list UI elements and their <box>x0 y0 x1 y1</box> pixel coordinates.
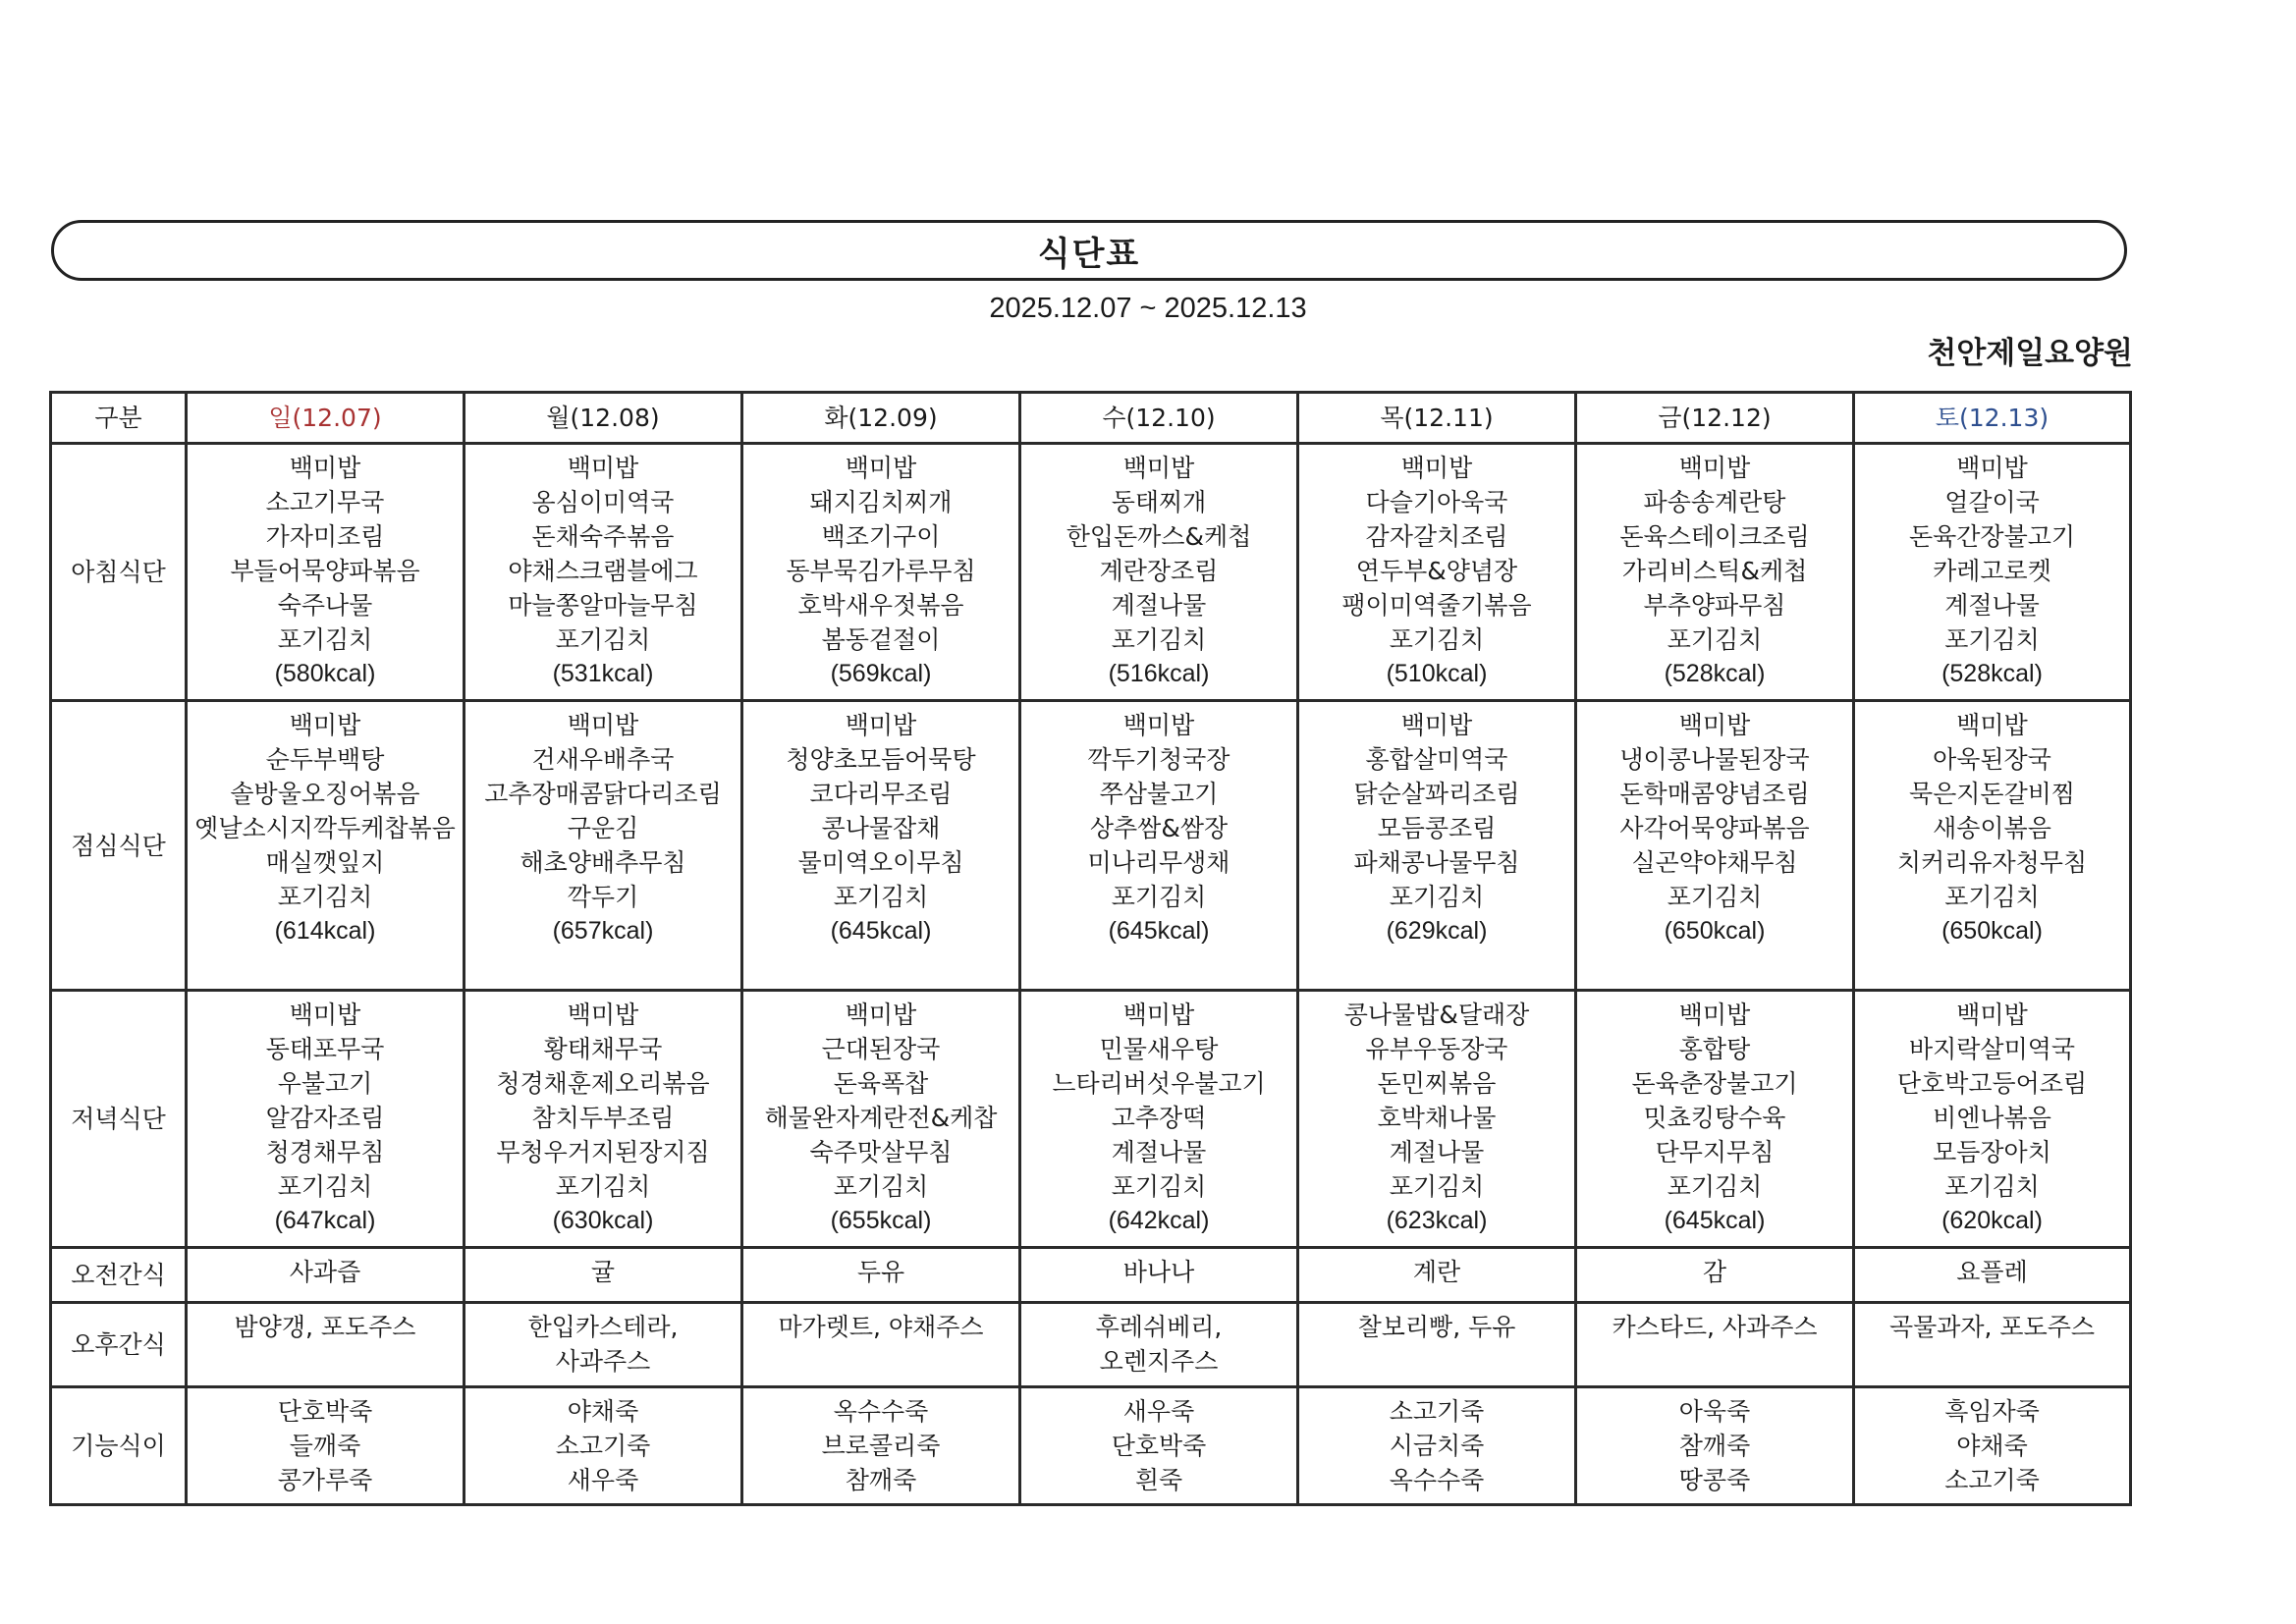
snack-cell: 두유 <box>742 1248 1020 1303</box>
am-snack-row <box>51 1248 2131 1303</box>
menu-item: 청양초모듬어묵탕 <box>786 745 976 774</box>
menu-item: 부들어묵양파볶음 <box>230 557 420 585</box>
menu-item: 포기김치 <box>833 1172 929 1201</box>
menu-item: 호박새우젓볶음 <box>797 591 964 620</box>
porridge-item: 새우죽 <box>567 1466 639 1494</box>
menu-item: 포기김치 <box>1111 625 1207 654</box>
menu-item: 건새우배추국 <box>531 745 675 774</box>
lunch-row <box>51 701 2131 991</box>
porridge-item: 단호박죽 <box>277 1397 373 1426</box>
menu-item: 코다리무조림 <box>809 780 953 808</box>
functional-cell <box>1020 1387 1298 1505</box>
menu-item: 백미밥 <box>845 454 917 482</box>
menu-item: 계절나물 <box>1944 591 2040 620</box>
menu-item: 소고기무국 <box>265 488 385 516</box>
porridge-item: 옥수수죽 <box>1389 1466 1485 1494</box>
menu-item: 백미밥 <box>567 711 639 739</box>
porridge-item: 야채죽 <box>567 1397 639 1426</box>
calorie-value: (629kcal) <box>1386 917 1488 945</box>
menu-item: 솔방울오징어볶음 <box>230 780 420 808</box>
porridge-item: 야채죽 <box>1956 1432 2028 1460</box>
header-row <box>51 393 2131 444</box>
menu-item: 백미밥 <box>845 1001 917 1029</box>
pm_snack-cell <box>1020 1303 1298 1387</box>
snack-item: 곡물과자, 포도주스 <box>1888 1313 2096 1341</box>
pm_snack-cell <box>1854 1303 2131 1387</box>
menu-item: 숙주맛살무침 <box>809 1138 953 1166</box>
calorie-value: (614kcal) <box>274 917 376 945</box>
pm_snack-cell <box>742 1303 1020 1387</box>
menu-item: 백미밥 <box>1956 711 2028 739</box>
calorie-value: (657kcal) <box>552 917 654 945</box>
menu-item: 계절나물 <box>1111 591 1207 620</box>
menu-item: 다슬기아욱국 <box>1365 488 1508 516</box>
menu-item: 백미밥 <box>1678 711 1751 739</box>
day-header-wed: 수(12.10) <box>1020 393 1298 444</box>
menu-item: 가자미조림 <box>265 522 385 551</box>
menu-item: 포기김치 <box>277 625 373 654</box>
functional-cell <box>1298 1387 1576 1505</box>
breakfast-cell <box>187 444 465 701</box>
menu-item: 참치두부조림 <box>531 1104 675 1132</box>
functional-cell <box>465 1387 742 1505</box>
lunch-cell <box>1298 701 1576 991</box>
snack-item: 한입카스테라, <box>527 1313 679 1341</box>
menu-item: 묵은지돈갈비찜 <box>1908 780 2076 808</box>
menu-item: 물미역오이무침 <box>797 848 964 877</box>
menu-item: 황태채무국 <box>543 1035 663 1063</box>
breakfast-cell <box>1020 444 1298 701</box>
pm_snack-cell <box>187 1303 465 1387</box>
menu-item: 바지락살미역국 <box>1908 1035 2076 1063</box>
menu-item: 홍합살미역국 <box>1365 745 1508 774</box>
calorie-value: (569kcal) <box>830 660 932 687</box>
menu-item: 포기김치 <box>1667 1172 1763 1201</box>
calorie-value: (580kcal) <box>274 660 376 687</box>
dinner-cell <box>187 991 465 1248</box>
functional-cell <box>1854 1387 2131 1505</box>
snack-item: 사과주스 <box>555 1347 651 1376</box>
menu-item: 백미밥 <box>1122 454 1195 482</box>
menu-item: 냉이콩나물된장국 <box>1619 745 1810 774</box>
menu-item: 가리비스틱&케첩 <box>1621 557 1808 585</box>
menu-item: 콩나물밥&달래장 <box>1343 1001 1530 1029</box>
menu-item: 돈민찌볶음 <box>1377 1069 1497 1098</box>
porridge-item: 소고기죽 <box>1389 1397 1485 1426</box>
porridge-item: 흑임자죽 <box>1944 1397 2040 1426</box>
menu-item: 파채콩나물무침 <box>1353 848 1520 877</box>
menu-item: 아욱된장국 <box>1933 745 2051 774</box>
snack-item: 찰보리빵, 두유 <box>1357 1313 1516 1341</box>
row-label: 점심식단 <box>51 701 187 991</box>
menu-item: 해물완자계란전&케찹 <box>764 1104 998 1132</box>
lunch-cell <box>1020 701 1298 991</box>
menu-item: 백미밥 <box>1956 1001 2028 1029</box>
snack-item: 카스타드, 사과주스 <box>1612 1313 1818 1341</box>
menu-item: 포기김치 <box>1389 625 1485 654</box>
menu-item: 근대된장국 <box>821 1035 941 1063</box>
menu-item: 포기김치 <box>1944 1172 2040 1201</box>
snack-cell: 계란 <box>1298 1248 1576 1303</box>
menu-item: 계란장조림 <box>1099 557 1219 585</box>
snack-item: 오렌지주스 <box>1099 1347 1219 1376</box>
menu-item: 동태찌개 <box>1111 488 1207 516</box>
menu-item: 백미밥 <box>1122 1001 1195 1029</box>
calorie-value: (650kcal) <box>1941 917 2043 945</box>
menu-item: 호박채나물 <box>1377 1104 1497 1132</box>
dinner-cell <box>1854 991 2131 1248</box>
menu-item: 유부우동장국 <box>1365 1035 1508 1063</box>
menu-item: 포기김치 <box>1667 883 1763 911</box>
menu-item: 상추쌈&쌈장 <box>1089 814 1229 842</box>
menu-item: 백미밥 <box>289 711 361 739</box>
breakfast-row <box>51 444 2131 701</box>
menu-item: 한입돈까스&케첩 <box>1066 522 1252 551</box>
menu-item: 백미밥 <box>289 1001 361 1029</box>
menu-item: 돈육스테이크조림 <box>1619 522 1810 551</box>
row-label: 오후간식 <box>51 1303 187 1387</box>
organization-name: 천안제일요양원 <box>1927 336 2133 371</box>
calorie-value: (623kcal) <box>1386 1207 1488 1234</box>
menu-item: 마늘쫑알마늘무침 <box>508 591 698 620</box>
menu-item: 비엔나볶음 <box>1933 1104 2051 1132</box>
menu-item: 사각어묵양파볶음 <box>1619 814 1810 842</box>
menu-item: 계절나물 <box>1389 1138 1485 1166</box>
porridge-item: 참깨죽 <box>845 1466 917 1494</box>
menu-item: 백미밥 <box>1400 711 1473 739</box>
calorie-value: (647kcal) <box>274 1207 376 1234</box>
day-header-sat: 토(12.13) <box>1854 393 2131 444</box>
calorie-value: (516kcal) <box>1108 660 1210 687</box>
menu-item: 동태포무국 <box>265 1035 385 1063</box>
porridge-item: 땅콩죽 <box>1678 1466 1751 1494</box>
porridge-item: 흰죽 <box>1134 1466 1183 1494</box>
menu-item: 봄동겉절이 <box>821 625 941 654</box>
menu-item: 옹심이미역국 <box>531 488 675 516</box>
menu-item: 포기김치 <box>277 883 373 911</box>
menu-item: 콩나물잡채 <box>821 814 941 842</box>
menu-item: 부추양파무침 <box>1643 591 1786 620</box>
dinner-cell <box>742 991 1020 1248</box>
menu-item: 느타리버섯우불고기 <box>1052 1069 1266 1098</box>
menu-item: 포기김치 <box>1389 883 1485 911</box>
row-label: 아침식단 <box>51 444 187 701</box>
menu-item: 민물새우탕 <box>1099 1035 1219 1063</box>
menu-item: 연두부&양념장 <box>1355 557 1518 585</box>
day-header-fri: 금(12.12) <box>1576 393 1854 444</box>
menu-item: 모듬콩조림 <box>1377 814 1497 842</box>
menu-item: 숙주나물 <box>277 591 373 620</box>
pm_snack-cell <box>1576 1303 1854 1387</box>
menu-item: 고추장매콤닭다리조림 <box>484 780 722 808</box>
porridge-item: 들깨죽 <box>289 1432 361 1460</box>
menu-item: 닭순살꽈리조림 <box>1353 780 1520 808</box>
dinner-cell <box>1298 991 1576 1248</box>
day-header-thu: 목(12.11) <box>1298 393 1576 444</box>
menu-item: 돈육춘장불고기 <box>1631 1069 1798 1098</box>
calorie-value: (528kcal) <box>1664 660 1766 687</box>
breakfast-cell <box>1576 444 1854 701</box>
page-title: 식단표 <box>1037 234 1141 274</box>
breakfast-cell <box>742 444 1020 701</box>
menu-item: 얼갈이국 <box>1944 488 2040 516</box>
menu-item: 우불고기 <box>277 1069 373 1098</box>
functional-cell <box>742 1387 1020 1505</box>
dinner-row <box>51 991 2131 1248</box>
porridge-item: 소고기죽 <box>1944 1466 2040 1494</box>
menu-item: 포기김치 <box>555 625 651 654</box>
menu-item: 깍두기 <box>567 883 639 911</box>
menu-item: 밋쵸킹탕수육 <box>1643 1104 1786 1132</box>
menu-item: 포기김치 <box>1389 1172 1485 1201</box>
calorie-value: (645kcal) <box>1108 917 1210 945</box>
menu-item: 알감자조림 <box>265 1104 385 1132</box>
menu-item: 홍합탕 <box>1678 1035 1751 1063</box>
porridge-item: 단호박죽 <box>1111 1432 1207 1460</box>
lunch-cell <box>742 701 1020 991</box>
porridge-item: 콩가루죽 <box>277 1466 373 1494</box>
porridge-item: 새우죽 <box>1122 1397 1195 1426</box>
breakfast-cell <box>1854 444 2131 701</box>
calorie-value: (655kcal) <box>830 1207 932 1234</box>
menu-item: 모듬장아치 <box>1933 1138 2051 1166</box>
menu-item: 팽이미역줄기볶음 <box>1341 591 1532 620</box>
lunch-cell <box>1576 701 1854 991</box>
menu-item: 구운김 <box>567 814 639 842</box>
calorie-value: (630kcal) <box>552 1207 654 1234</box>
snack-item: 후레쉬베리, <box>1095 1313 1223 1341</box>
menu-item: 포기김치 <box>277 1172 373 1201</box>
porridge-item: 소고기죽 <box>555 1432 651 1460</box>
menu-item: 돈육간장불고기 <box>1908 522 2076 551</box>
menu-item: 카레고로켓 <box>1933 557 2051 585</box>
snack-cell: 사과즙 <box>187 1248 465 1303</box>
menu-item: 백미밥 <box>1122 711 1195 739</box>
menu-item: 옛날소시지깍두케찹볶음 <box>194 814 456 842</box>
pm-snack-row <box>51 1303 2131 1387</box>
menu-item: 포기김치 <box>1667 625 1763 654</box>
menu-item: 해초양배추무침 <box>519 848 686 877</box>
menu-item: 실곤약야채무침 <box>1631 848 1798 877</box>
porridge-item: 아욱죽 <box>1678 1397 1751 1426</box>
breakfast-cell <box>1298 444 1576 701</box>
lunch-cell <box>187 701 465 991</box>
calorie-value: (645kcal) <box>830 917 932 945</box>
lunch-cell <box>1854 701 2131 991</box>
menu-item: 백조기구이 <box>821 522 941 551</box>
menu-item: 포기김치 <box>1944 625 2040 654</box>
date-range: 2025.12.07 ~ 2025.12.13 <box>989 293 1307 324</box>
menu-item: 고추장떡 <box>1111 1104 1207 1132</box>
day-header-tue: 화(12.09) <box>742 393 1020 444</box>
menu-item: 야채스크램블에그 <box>508 557 698 585</box>
menu-item: 포기김치 <box>1944 883 2040 911</box>
row-label: 기능식이 <box>51 1387 187 1505</box>
menu-item: 돈육폭찹 <box>833 1069 929 1098</box>
menu-item: 포기김치 <box>555 1172 651 1201</box>
menu-item: 백미밥 <box>1956 454 2028 482</box>
menu-item: 쭈삼불고기 <box>1099 780 1219 808</box>
porridge-item: 참깨죽 <box>1678 1432 1751 1460</box>
menu-item: 순두부백탕 <box>265 745 385 774</box>
menu-item: 파송송계란탕 <box>1643 488 1786 516</box>
calorie-value: (510kcal) <box>1386 660 1488 687</box>
menu-item: 매실깻잎지 <box>265 848 385 877</box>
snack-item: 밤양갱, 포도주스 <box>234 1313 416 1341</box>
menu-item: 포기김치 <box>1111 883 1207 911</box>
day-header-sun: 일(12.07) <box>187 393 465 444</box>
menu-item: 감자갈치조림 <box>1365 522 1508 551</box>
snack-item: 마가렛트, 야채주스 <box>778 1313 984 1341</box>
pm_snack-cell <box>1298 1303 1576 1387</box>
meal-plan-table <box>49 391 2132 1506</box>
title-banner <box>51 220 2127 281</box>
calorie-value: (531kcal) <box>552 660 654 687</box>
lunch-cell <box>465 701 742 991</box>
dinner-cell <box>1576 991 1854 1248</box>
day-header-mon: 월(12.08) <box>465 393 742 444</box>
porridge-item: 옥수수죽 <box>833 1397 929 1426</box>
functional-cell <box>187 1387 465 1505</box>
snack-cell: 요플레 <box>1854 1248 2131 1303</box>
porridge-item: 시금치죽 <box>1389 1432 1485 1460</box>
functional-diet-row <box>51 1387 2131 1505</box>
menu-item: 돈채숙주볶음 <box>531 522 675 551</box>
menu-item: 백미밥 <box>567 1001 639 1029</box>
menu-item: 청경채무침 <box>265 1138 385 1166</box>
menu-item: 백미밥 <box>1678 454 1751 482</box>
menu-item: 백미밥 <box>289 454 361 482</box>
menu-item: 동부묵김가루무침 <box>786 557 976 585</box>
breakfast-cell <box>465 444 742 701</box>
snack-cell: 바나나 <box>1020 1248 1298 1303</box>
menu-item: 백미밥 <box>567 454 639 482</box>
functional-cell <box>1576 1387 1854 1505</box>
menu-item: 돈학매콤양념조림 <box>1619 780 1810 808</box>
menu-item: 백미밥 <box>845 711 917 739</box>
menu-item: 무청우거지된장지짐 <box>496 1138 710 1166</box>
dinner-cell <box>1020 991 1298 1248</box>
menu-item: 단호박고등어조림 <box>1896 1069 2088 1098</box>
menu-item: 청경채훈제오리볶음 <box>496 1069 710 1098</box>
calorie-value: (650kcal) <box>1664 917 1766 945</box>
menu-item: 계절나물 <box>1111 1138 1207 1166</box>
menu-item: 돼지김치찌개 <box>809 488 953 516</box>
row-label: 오전간식 <box>51 1248 187 1303</box>
snack-cell: 감 <box>1576 1248 1854 1303</box>
calorie-value: (620kcal) <box>1941 1207 2043 1234</box>
menu-item: 백미밥 <box>1678 1001 1751 1029</box>
menu-item: 미나리무생채 <box>1087 848 1230 877</box>
calorie-value: (642kcal) <box>1108 1207 1210 1234</box>
menu-item: 포기김치 <box>1111 1172 1207 1201</box>
porridge-item: 브로콜리죽 <box>821 1432 941 1460</box>
menu-item: 단무지무침 <box>1655 1138 1775 1166</box>
pm_snack-cell <box>465 1303 742 1387</box>
row-label: 저녁식단 <box>51 991 187 1248</box>
corner-cell: 구분 <box>51 393 187 444</box>
menu-item: 포기김치 <box>833 883 929 911</box>
dinner-cell <box>465 991 742 1248</box>
menu-item: 새송이볶음 <box>1933 814 2051 842</box>
calorie-value: (528kcal) <box>1941 660 2043 687</box>
menu-item: 깍두기청국장 <box>1087 745 1230 774</box>
calorie-value: (645kcal) <box>1664 1207 1766 1234</box>
snack-cell: 귤 <box>465 1248 742 1303</box>
menu-item: 백미밥 <box>1400 454 1473 482</box>
menu-item: 치커리유자청무침 <box>1896 848 2088 877</box>
